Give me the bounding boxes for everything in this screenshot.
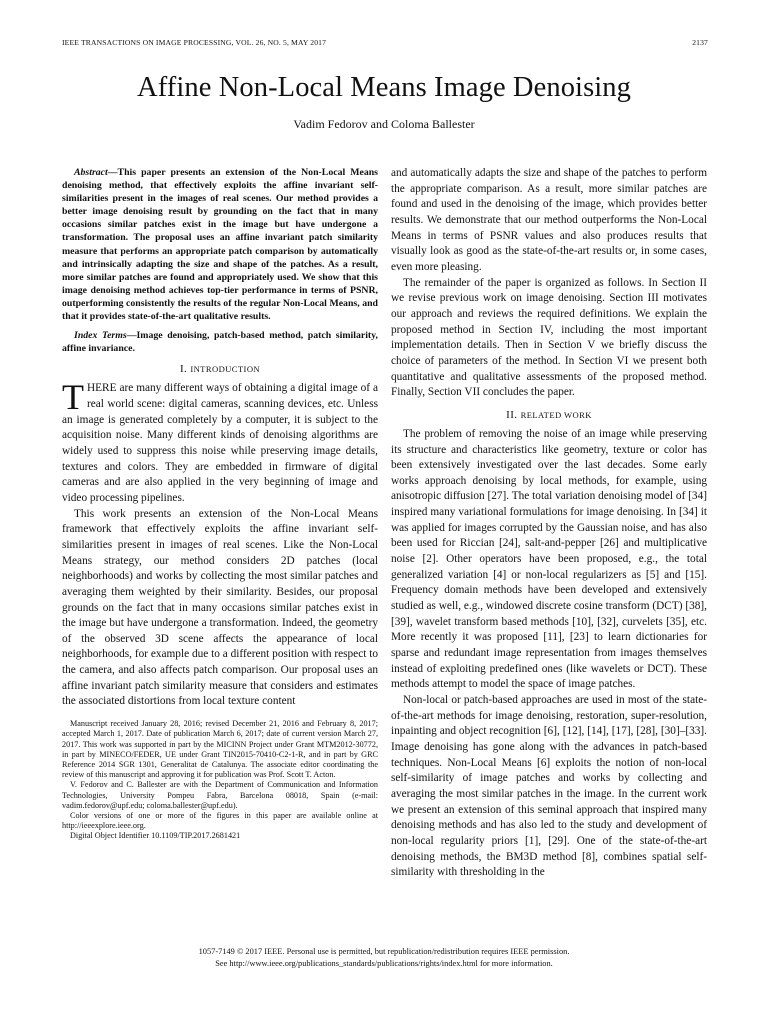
index-terms-label: Index Terms [74,330,127,342]
right-column [391,166,707,881]
section-name: INTRODUCTION [190,364,261,375]
abstract-text: —This paper presents an extension of the Non-Local Means denoising method, that effectively exploits the affine invariant self-similarities present in the images of real scenes. Our method provides a better image denoising result by grounding on the fact that in many occasions similar patches exist in the image but have undergone a transformation. The proposal uses an affine invariant patch similarity measure that performs an appropriate patch comparison by automatically and intrinsically adapting the size and shape of the patches. As a result, more similar patches are found and appropriately used. We show that this image denoising method achieves top-tier performance in terms of PSNR, outperforming consistently the results of the regular Non-Local Means, and that it provides state-of-the-art qualitative results. [62,167,378,323]
footnote-affiliation: V. Fedorov and C. Ballester are with the Department of Communication and Information Technologies, University Pompeu Fabra, Barcelona 08018, Spain (e-mail: vadim.fedorov@upf.edu; coloma.ballester@upf.edu). [62,780,378,810]
footnotes [62,719,378,841]
abstract-label: Abstract [74,167,108,178]
footnote-doi: Digital Object Identifier 10.1109/TIP.2017.2681421 [70,831,241,841]
intro-paragraph-1 [62,377,378,506]
section-heading-related-work [391,409,707,421]
section-number: II. [506,408,521,421]
related-work-paragraph-2: Non-local or patch-based approaches are used in most of the state-of-the-art methods for image denoising, restoration, super-resolution, inpainting and object recognition [6], [12], [14], [17], [28], [30]–[33]. Image denoising has gone along with the advances in patch-based techniques. Non-Local Means [6] exploits the notion of non-local self-similarity of image patches and works by collecting and averaging the most similar patches in the image. In the current work we present an extension of this seminal approach that inspired many denoising methods and has also led to the study and development of non-local regularity priors [1], [29]. One of the state-of-the-art denoising methods, the BM3D method [8], combines spatial self-similarity with thresholding in the [391,694,707,879]
paper-authors: Vadim Fedorov and Coloma Ballester [293,117,475,131]
intro-paragraph-1-text: HERE are many different ways of obtaining a digital image of a real world scene: digital cameras, scanning devices, etc. Unless an image is generated completely by a computer, it is subject to the acquisition noise. Many different kinds of denoising algorithms are widely used to suppress this noise while preserving image details, textures and colors. They are embedded in firmware of digital cameras and are also applied in the very beginning of image and video processing pipelines. [62,382,378,504]
copyright-footer [0,946,768,969]
index-terms-text: —Image denoising, patch-based method, patch similarity, affine invariance. [62,330,378,355]
intro-paragraph-2: This work presents an extension of the Non-Local Means framework that effectively exploits the affine invariant self-similarities present in images of real scenes. Like the Non-Local Means strategy, our method considers 2D patches (local neighborhoods) and works by collecting the most similar patches and averaging them weighted by their similarity. Besides, our proposal grounds on the fact that in many occasions similar patches exist in the image but have undergone a transformation. Indeed, the geometry of the observed 3D scene affects the appearance of local neighborhoods, for example due to a different position with respect to the camera, and also affects patch comparison. Our proposal uses an affine invariant patch similarity measure that considers and estimates the associated distortions from local texture content [62,507,378,708]
section-name: RELATED WORK [520,409,592,420]
related-work-paragraph-1: The problem of removing the noise of an image while preserving its structure and characteristics like geometry, texture or color has been extensively investigated over the last decades. Some early works approach denoising by local methods, for example, using anisotropic diffusion [27]. The total variation denoising model of [34] inspired many variational formulations for image denoising. In [34] it was applied for images corrupted by the Gaussian noise, and has also been used for Riccian [24], salt-and-pepper [26] and multiplicative noise [2]. Other operators have been proposed, e.g., the total generalized variation [4] or non-local regularizers as [5] and [15]. Frequency domain methods have been developed and extensively studied as well, e.g., windowed discrete cosine transform (DCT) [38], [39], wavelet transform based methods [10], [32], curvelets [35], etc. More recently it was proposed [11], [23] to learn dictionaries for sparse and redundant image representation from images themselves instead of exploiting predefined ones (like wavelets or DCT). These methods attempt to model the space of image patches. [391,427,707,691]
paper-title: Affine Non-Local Means Image Denoising [137,72,631,103]
intro-paragraph-continued: and automatically adapts the size and shape of the patches to perform the appropriate comparison. As a result, more similar patches are found and used in the denoising of the image, which provides better results. We demonstrate that our method outperforms the Non-Local Means in terms of PSNR values and also produces results that visually look as good as the state-of-the-art results or, in some cases, even more pleasing. [391,167,707,273]
index-terms [62,329,378,355]
permissions-line: See http://www.ieee.org/publications_standards/publications/rights/index.html for more information. [215,958,553,968]
copyright-line: 1057-7149 © 2017 IEEE. Personal use is permitted, but republication/redistribution requires IEEE permission. [198,947,570,956]
footnote-color: Color versions of one or more of the figures in this paper are available online at http://ieeexplore.ieee.org. [62,810,378,831]
running-header: IEEE TRANSACTIONS ON IMAGE PROCESSING, VOL. 26, NO. 5, MAY 2017 [62,38,327,47]
page-number: 2137 [692,38,708,47]
abstract [62,166,378,323]
paper-outline-paragraph: The remainder of the paper is organized as follows. In Section II we revise previous work on image denoising. Section III motivates our approach and reviews the required definitions. We explain the proposed method in Section IV, including the most important implementation details. Then in Section V we briefly discuss the choice of parameters of the method. In Section VI we present both quantitative and qualitative assessments of the proposed method. Finally, Section VII concludes the paper. [391,276,707,399]
footnote-manuscript: Manuscript received January 28, 2016; revised December 21, 2016 and February 8, 2017; accepted March 1, 2017. Date of publication March 6, 2017; date of current version March 27, 2017. This work was supported in part by the MICINN Project under Grant MTM2012-30772, in part by MINECO/FEDER, UE under Grant TIN2015-70410-C2-1-R, and in part by GRC Reference 2014 SGR 1301, Generalitat de Catalunya. The associate editor coordinating the review of this manuscript and approving it for publication was Prof. Scott T. Acton. [62,719,378,780]
drop-cap: T [62,377,84,418]
left-column [62,166,378,842]
section-number: I. [179,363,191,376]
section-heading-introduction [62,363,378,375]
